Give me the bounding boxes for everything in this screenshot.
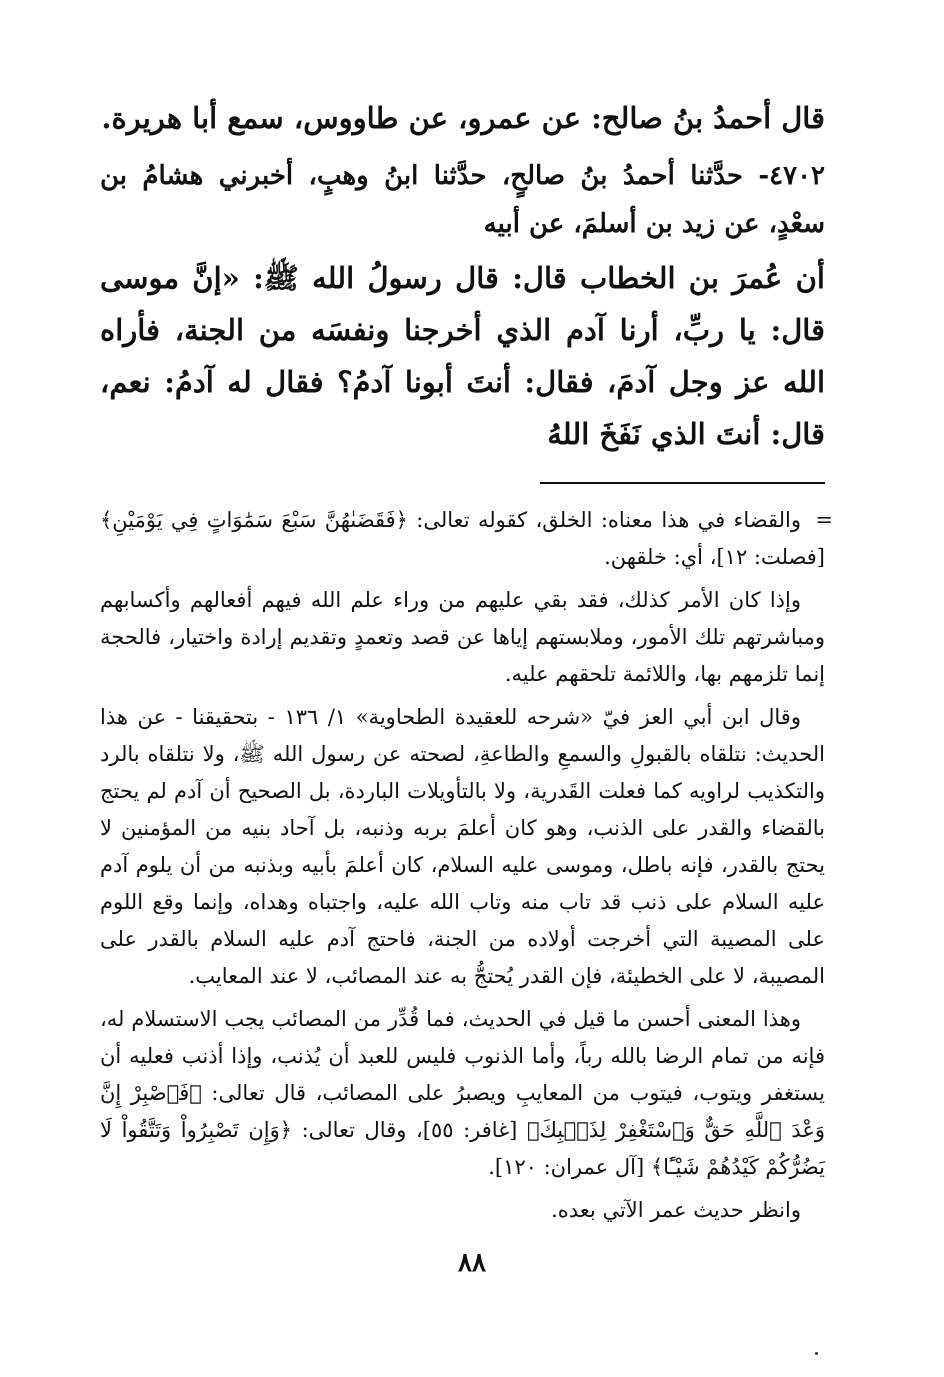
footnote-paragraph [100,582,825,693]
footnote-paragraph [100,1192,825,1229]
chain-intro: قال أحمدُ بنُ صالح: عن عمرو، عن طاووس، سمع أبا هريرة. [101,101,825,135]
hadith-text: أن عُمرَ بن الخطاب قال: قال رسولُ الله ﷺ: «إنَّ موسى قال: يا ربِّ، أرنا آدم الذي أخرجنا ونفسَه من الجنة، فأراه الله عز وجل آدمَ، فقال: أنتَ أبونا آدمُ؟ فقال له آدمُ: نعم، قال: أنتَ الذي نَفَخَ اللهُ [100,261,825,451]
footnote-text-2: وإذا كان الأمر كذلك، فقد بقي عليهم من وراء علم الله فيهم أفعالهم وأكسابهم ومباشرتهم تلك الأمور، وملابستهم إياها عن قصد وتعمدٍ وتقديم إرادة واختيار، فالحجة إنما تلزمهم بها، واللائمة تلحقهم عليه. [100,588,825,686]
footnote-paragraph [100,1001,825,1186]
footnote-continuation-marker: = [815,508,833,532]
footnotes [100,502,833,1229]
hadith-isnad: ٤٧٠٢- حدَّثنا أحمدُ بنُ صالحٍ، حدَّثنا ابنُ وهبٍ، أخبرني هشامُ بن سعْدٍ، عن زيد بن أسلمَ، عن أبيه [100,161,825,239]
footnote-text-5: وانظر حديث عمر الآتي بعده. [551,1198,801,1222]
footnote-text-1: والقضاء في هذا معناه: الخلق، كقوله تعالى: ﴿فَقَضَىٰهُنَّ سَبْعَ سَمَٰوَاتٍ فِي يَوْمَيْنِ﴾ [فصلت: ١٢]، أي: خلقهن. [100,508,825,569]
footnote-text-3: وقال ابن أبي العز فيّ «شرحه للعقيدة الطحاوية» ١/ ١٣٦ - بتحقيقنا - عن هذا الحديث: نتلقاه بالقبولِ والسمعِ والطاعةِ، لصحته عن رسول الله ﷺ، ولا نتلقاه بالرد والتكذيب لراويه كما فعلت القَدرية، ولا بالتأويلات الباردة، بل الصحيح أن آدم لم يحتج بالقضاء والقدر على الذنب، وهو كان أعلمَ بربه وذنبه، بل آحاد بنيه من المؤمنين لا يحتج بالقدر، فإنه باطل، وموسى عليه السلام، كان أعلمَ بأبيه وبذنبه من أن يلوم آدم عليه السلام على ذنب قد تاب منه وتاب الله عليه، واجتباه وهداه، وإنما وقع اللوم على المصيبة التي أخرجت أولاده من الجنة، فاحتج آدم عليه السلام بالقدر على المصيبة، لا على الخطيئة، فإن القدر يُحتجُّ به عند المصائب، لا عند المعايب. [100,705,826,988]
footnote-text-4: وهذا المعنى أحسن ما قيل في الحديث، فما قُدِّر من المصائب يجب الاستسلام له، فإنه من تمام الرضا بالله رباً، وأما الذنوب فليس للعبد أن يُذنب، وإذا أذنب فعليه أن يستغفر ويتوب، فيتوب من المعايبِ ويصبرُ على المصائب، قال تعالى: ﴿فَٱصْبِرْ إِنَّ وَعْدَ ٱللَّهِ حَقٌّ وَٱسْتَغْفِرْ لِذَنۢبِكَ﴾ [غافر: ٥٥]، وقال تعالى: ﴿وَإِن تَصْبِرُواْ وَتَتَّقُواْ لَا يَضُرُّكُمْ كَيْدُهُمْ شَيْـًٔا﴾ [آل عمران: ١٢٠]. [100,1007,825,1179]
page-body [100,92,833,1235]
scan-speck [815,1352,818,1355]
footnote-paragraph [100,699,825,995]
footnote-paragraph [100,502,833,576]
page-number: ٨٨ [458,1248,486,1278]
footnote-divider [540,482,825,484]
